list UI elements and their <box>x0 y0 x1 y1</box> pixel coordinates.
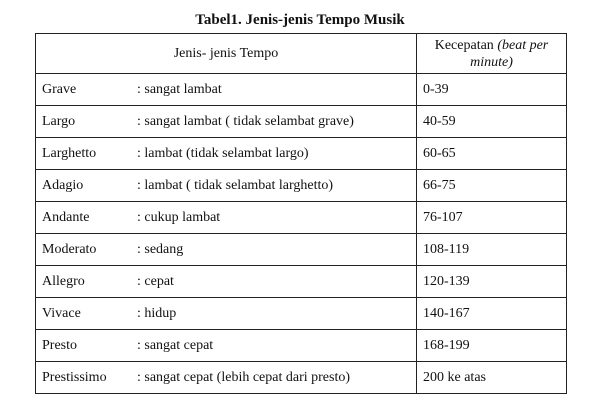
table-row <box>36 170 567 202</box>
header-speed-label: Kecepatan <box>434 37 498 53</box>
tempo-description: : sangat cepat <box>137 337 214 353</box>
tempo-name-cell <box>36 170 417 202</box>
tempo-term: Grave <box>42 81 77 97</box>
tempo-name-cell <box>36 138 417 170</box>
tempo-bpm: 120-139 <box>417 266 567 298</box>
tempo-term: Larghetto <box>42 145 97 161</box>
tempo-description: : sangat lambat <box>137 81 222 97</box>
tempo-description: : cukup lambat <box>137 209 221 225</box>
tempo-bpm: 168-199 <box>417 330 567 362</box>
tempo-bpm: 0-39 <box>417 74 567 106</box>
tempo-term: Presto <box>42 337 77 353</box>
header-speed <box>417 34 567 74</box>
tempo-term: Prestissimo <box>42 369 107 385</box>
table-caption: Tabel1. Jenis-jenis Tempo Musik <box>195 12 405 28</box>
tempo-name-cell <box>36 234 417 266</box>
tempo-term: Moderato <box>42 241 97 257</box>
tempo-name-cell <box>36 74 417 106</box>
table-row <box>36 266 567 298</box>
table-row <box>36 362 567 394</box>
tempo-description: : sedang <box>137 241 184 257</box>
tempo-name-cell <box>36 202 417 234</box>
table-row <box>36 330 567 362</box>
table-row <box>36 234 567 266</box>
table-row <box>36 138 567 170</box>
tempo-bpm: 200 ke atas <box>417 362 567 394</box>
tempo-table <box>35 33 567 394</box>
tempo-term: Allegro <box>42 273 85 289</box>
table-row <box>36 298 567 330</box>
tempo-term: Andante <box>42 209 90 225</box>
table-header-row <box>36 34 567 74</box>
tempo-description: : cepat <box>137 273 174 289</box>
tempo-bpm: 66-75 <box>417 170 567 202</box>
header-speed-unit-2: minute) <box>470 54 513 70</box>
tempo-description: : sangat lambat ( tidak selambat grave) <box>137 113 354 129</box>
table-row <box>36 74 567 106</box>
tempo-name-cell <box>36 330 417 362</box>
header-tempo-types: Jenis- jenis Tempo <box>36 34 417 74</box>
tempo-bpm: 76-107 <box>417 202 567 234</box>
tempo-bpm: 140-167 <box>417 298 567 330</box>
table-row <box>36 202 567 234</box>
tempo-description: : sangat cepat (lebih cepat dari presto) <box>137 369 351 385</box>
tempo-name-cell <box>36 298 417 330</box>
tempo-bpm: 60-65 <box>417 138 567 170</box>
tempo-term: Vivace <box>42 305 81 321</box>
header-speed-unit-1: (beat per <box>497 37 549 53</box>
tempo-term: Adagio <box>42 177 84 193</box>
tempo-description: : lambat (tidak selambat largo) <box>137 145 309 161</box>
tempo-name-cell <box>36 266 417 298</box>
tempo-name-cell <box>36 362 417 394</box>
tempo-name-cell <box>36 106 417 138</box>
tempo-description: : hidup <box>137 305 177 321</box>
tempo-bpm: 40-59 <box>417 106 567 138</box>
tempo-description: : lambat ( tidak selambat larghetto) <box>137 177 334 193</box>
tempo-bpm: 108-119 <box>417 234 567 266</box>
table-row <box>36 106 567 138</box>
tempo-term: Largo <box>42 113 76 129</box>
